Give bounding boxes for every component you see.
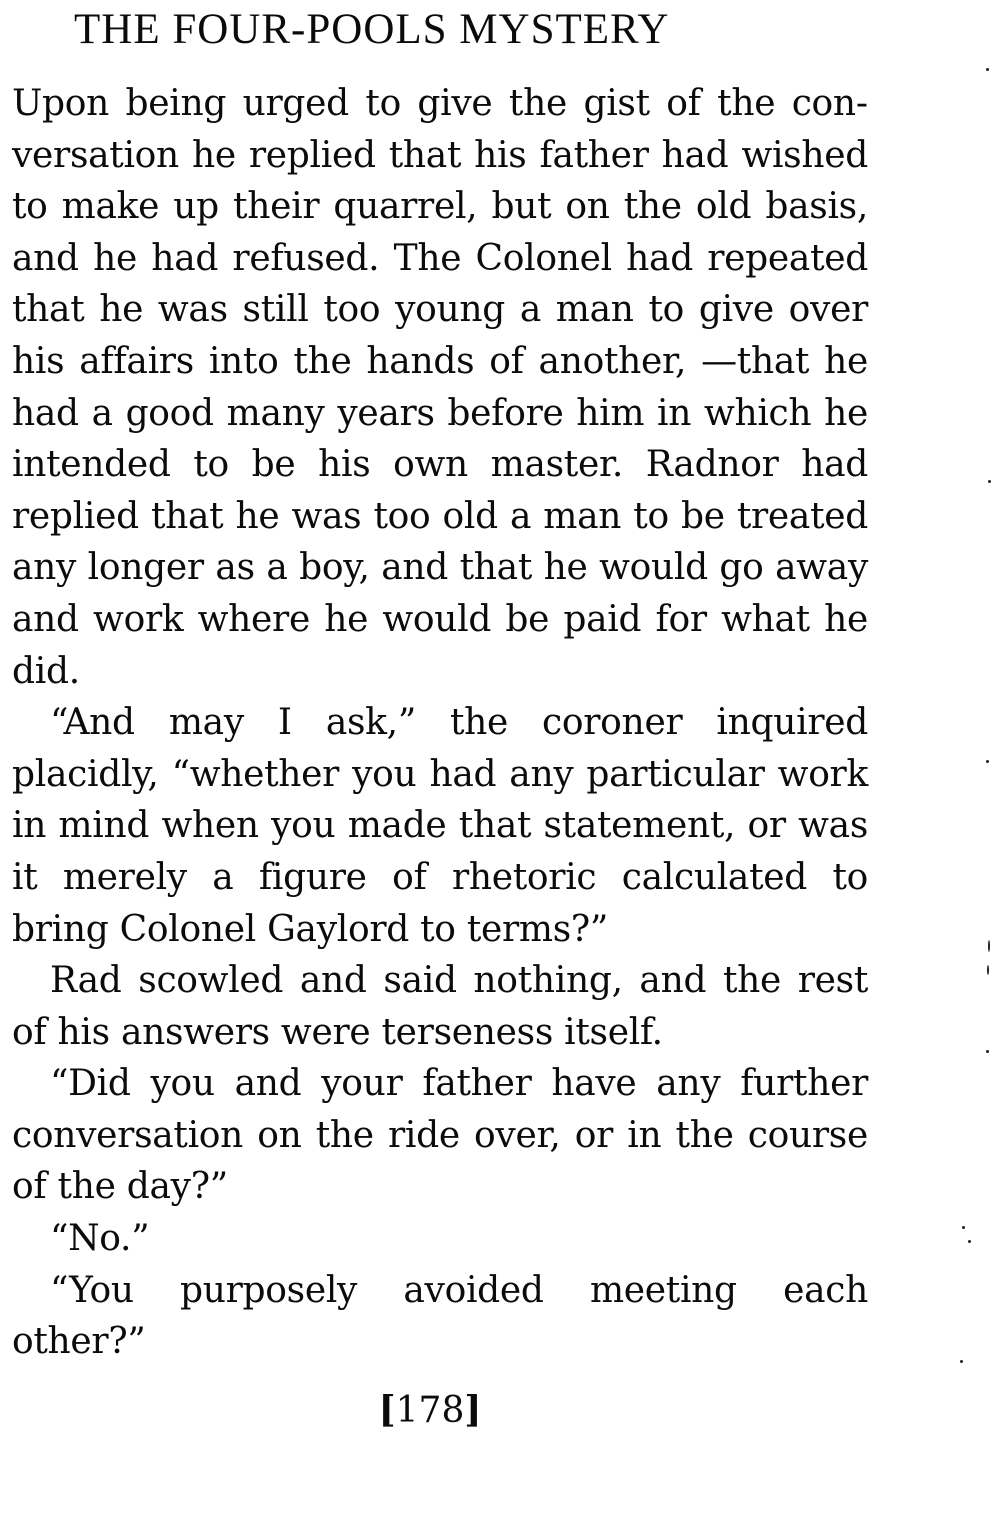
scan-speck	[968, 1240, 971, 1243]
scan-speck	[962, 1226, 965, 1229]
scan-speck	[988, 480, 991, 483]
folio-open-bracket: [	[378, 1389, 396, 1431]
paragraph: “No.”	[50, 1218, 150, 1260]
folio-close-bracket: ]	[464, 1389, 482, 1431]
body-text	[12, 78, 868, 1368]
paragraph: “Did you and your father have any further conversation on the ride over, or in the course of the day?”	[12, 1063, 868, 1208]
paragraph: “You purposely avoided meeting each other?”	[12, 1269, 868, 1363]
page-number	[300, 1388, 560, 1433]
paragraph: Rad scowled and said nothing, and the rest of his answers were terseness itself.	[12, 960, 868, 1053]
scan-speck	[960, 1360, 963, 1363]
paragraph: “And may I ask,” the coroner inquired placidly, “whether you had any particular work in mind when you made that statement, or was it merely a figure of rhetoric calculated to bring Colonel Gaylord to terms?”	[12, 702, 868, 950]
scan-speck	[986, 68, 989, 71]
folio-number: 178	[395, 1390, 465, 1431]
paragraph: Upon being urged to give the gist of the conversation he replied that his father had wished to make up their quarrel, but on the old basis, and he had refused. The Colonel had repeated that he was still too young a man to give over his affairs into the hands of another, —that he had a good many years before him in which he intended to be his own master. Radnor had replied that he was too old a man to be treated any longer as a boy, and that he would go away and work where he would be paid for what he did.	[12, 83, 868, 692]
scan-speck	[988, 940, 990, 952]
scan-speck	[986, 760, 989, 763]
scan-speck	[987, 965, 989, 975]
running-head: THE FOUR-POOLS MYSTERY	[74, 6, 670, 53]
scan-speck	[986, 1050, 989, 1053]
